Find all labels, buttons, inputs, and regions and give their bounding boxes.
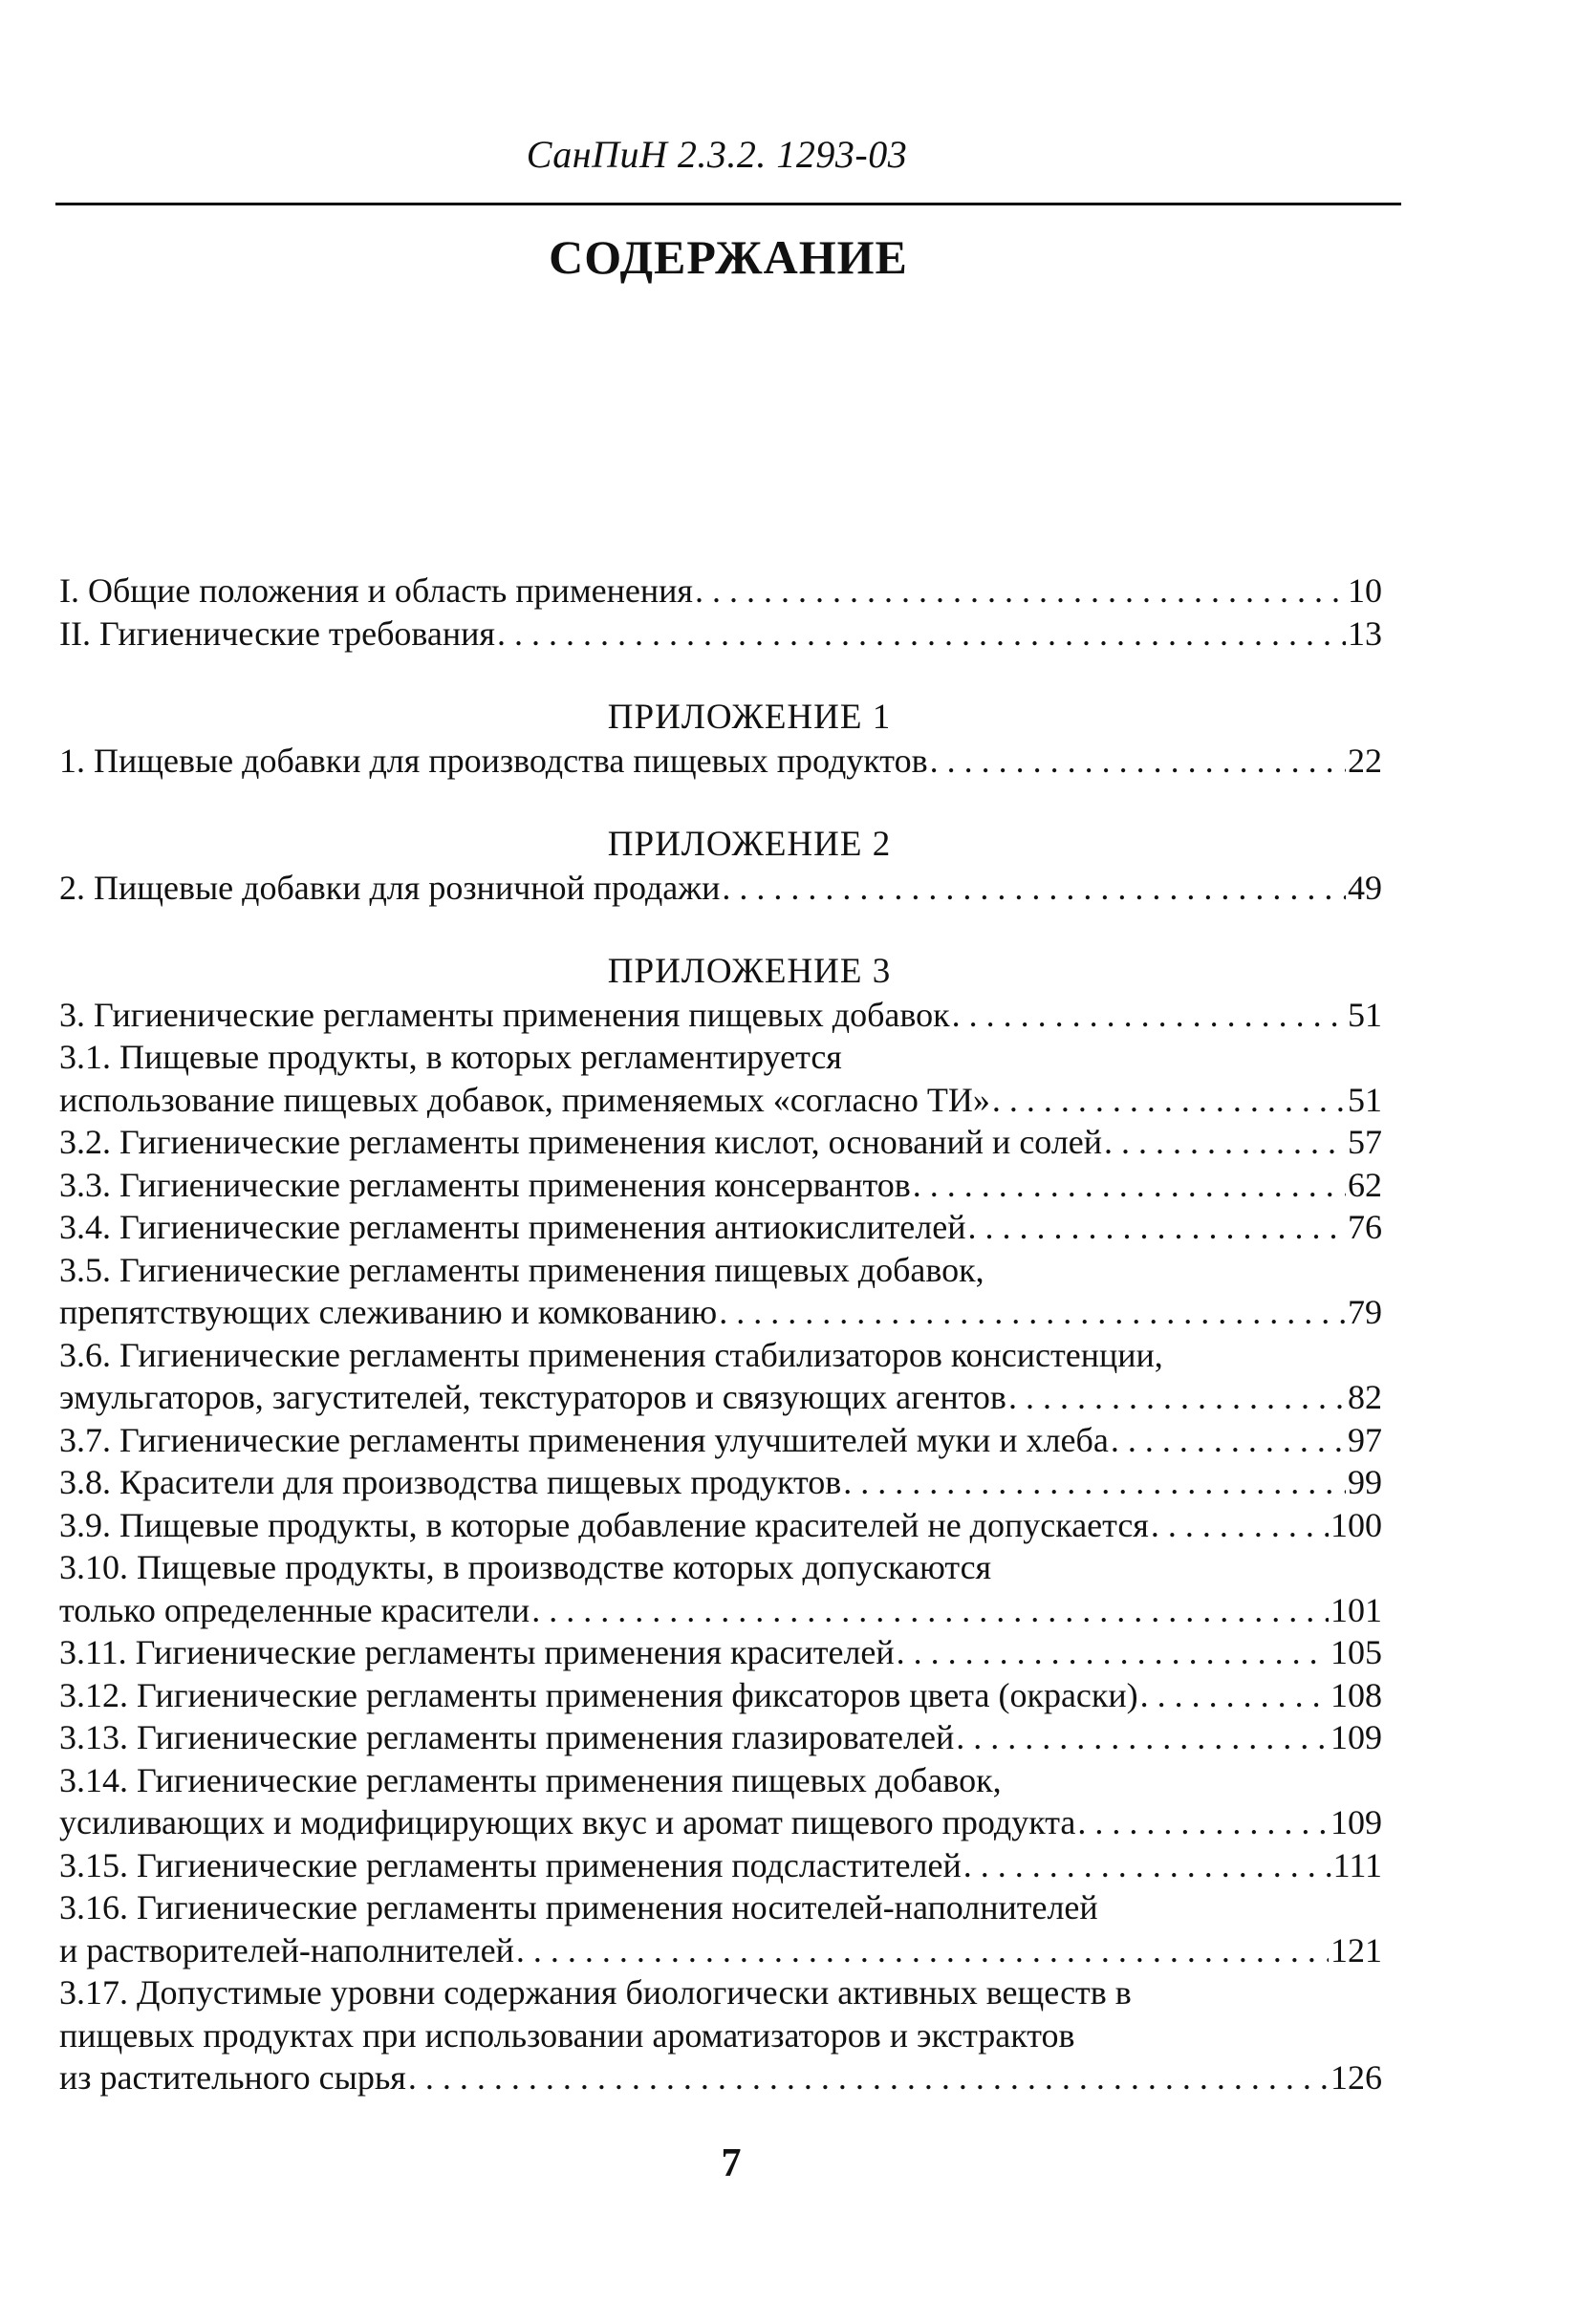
toc-entry — [59, 613, 1382, 656]
toc-page-number: 76 — [1348, 1208, 1382, 1246]
dot-leader — [408, 2056, 1329, 2099]
toc-page-number: 62 — [1348, 1165, 1382, 1204]
toc-entry — [59, 1164, 1382, 1207]
dot-leader — [992, 1079, 1346, 1122]
toc-entry-line — [59, 1759, 1382, 1802]
dot-leader — [913, 1164, 1346, 1207]
dot-leader — [956, 1716, 1329, 1759]
toc-entry-line — [59, 1929, 1382, 1972]
toc-page-number: 49 — [1348, 868, 1382, 907]
dot-leader — [1077, 1801, 1329, 1844]
toc-entry-text: 3. Гигиенические регламенты применения пищевых добавок — [59, 995, 950, 1034]
toc-page-number: 99 — [1348, 1463, 1382, 1501]
toc-entry-line — [59, 1419, 1382, 1462]
toc-entry-text: 3.12. Гигиенические регламенты применения фиксаторов цвета (окраски) — [59, 1675, 1138, 1714]
toc-entry — [59, 867, 1382, 910]
toc-entry-text: 3.13. Гигиенические регламенты применения глазирователей — [59, 1718, 955, 1756]
toc-page-number: 109 — [1330, 1718, 1382, 1756]
toc-entry-line — [59, 1546, 1382, 1589]
toc-entry-text: 3.15. Гигиенические регламенты применения подсластителей — [59, 1845, 962, 1884]
dot-leader — [1151, 1504, 1329, 1547]
dot-leader — [843, 1461, 1346, 1504]
toc-page-number: 57 — [1348, 1123, 1382, 1161]
dot-leader — [1008, 1376, 1346, 1419]
toc-entry-text: 3.5. Гигиенические регламенты применения пищевых добавок, — [59, 1250, 984, 1289]
toc-entry-text: 3.1. Пищевые продукты, в которых регламентируется — [59, 1038, 842, 1076]
toc-entry-text: 1. Пищевые добавки для производства пищевых продуктов — [59, 741, 928, 780]
toc-entry-line — [59, 1291, 1382, 1334]
dot-leader — [952, 994, 1346, 1037]
toc-page-number: 10 — [1348, 571, 1382, 610]
toc-entry-line — [59, 1249, 1382, 1292]
toc-entry-line — [59, 570, 1382, 613]
toc-page-number: 126 — [1330, 2058, 1382, 2097]
toc-page-number: 51 — [1348, 995, 1382, 1034]
toc-entry — [59, 1759, 1382, 1844]
toc-entry — [59, 1631, 1382, 1674]
toc-entry-text: 2. Пищевые добавки для розничной продажи — [59, 868, 721, 907]
toc-entry-text: из растительного сырья — [59, 2058, 406, 2097]
toc-entry-line — [59, 1206, 1382, 1249]
toc-entry-text: 3.11. Гигиенические регламенты применения красителей — [59, 1633, 895, 1671]
toc-entry-text: 3.9. Пищевые продукты, в которые добавление красителей не допускается — [59, 1505, 1149, 1544]
toc-section — [59, 824, 1382, 909]
toc-entry — [59, 1886, 1382, 1971]
toc-entry-text: 3.8. Красители для производства пищевых продуктов — [59, 1463, 842, 1501]
dot-leader — [1111, 1419, 1346, 1462]
toc-entry — [59, 1036, 1382, 1121]
dot-leader — [516, 1929, 1329, 1972]
toc-entry — [59, 1844, 1382, 1887]
toc-page-number: 111 — [1332, 1845, 1382, 1884]
toc-entry-text: 3.3. Гигиенические регламенты применения консервантов — [59, 1165, 911, 1204]
running-header: СанПиН 2.3.2. 1293-03 — [526, 133, 908, 176]
toc-entry-line — [59, 1036, 1382, 1079]
toc-entry-text: препятствующих слеживанию и комкованию — [59, 1293, 718, 1331]
toc-entry-text: 3.16. Гигиенические регламенты применения носителей-наполнителей — [59, 1888, 1098, 1926]
toc-entry — [59, 1121, 1382, 1164]
toc-page-number: 13 — [1348, 613, 1382, 653]
toc-entry-text: 3.14. Гигиенические регламенты применения пищевых добавок, — [59, 1760, 1002, 1799]
toc-entry — [59, 1334, 1382, 1419]
dot-leader — [930, 740, 1346, 783]
toc-entry-line — [59, 1886, 1382, 1929]
toc-entry — [59, 1249, 1382, 1334]
toc-entry-line — [59, 1801, 1382, 1844]
dot-leader — [497, 613, 1346, 656]
dot-leader — [963, 1844, 1331, 1887]
toc-entry-text: 3.4. Гигиенические регламенты применения антиокислителей — [59, 1208, 966, 1246]
toc-entry-text: только определенные красители — [59, 1590, 530, 1629]
dot-leader — [695, 570, 1346, 613]
toc-entry-text: использование пищевых добавок, применяемых «согласно ТИ» — [59, 1080, 990, 1119]
toc-entry-text: 3.7. Гигиенические регламенты применения улучшителей муки и хлеба — [59, 1420, 1109, 1459]
toc-entry-line — [59, 1079, 1382, 1122]
toc-page-number: 22 — [1348, 741, 1382, 780]
toc-entry — [59, 1419, 1382, 1462]
toc-entry — [59, 1546, 1382, 1631]
toc-page-number: 121 — [1330, 1930, 1382, 1969]
appendix-heading: ПРИЛОЖЕНИЕ 3 — [607, 952, 892, 991]
toc-entry-text: I. Общие положения и область применения — [59, 571, 693, 610]
page-number: 7 — [721, 2141, 742, 2185]
toc-entry-line — [59, 2056, 1382, 2099]
toc-entry — [59, 570, 1382, 613]
dot-leader — [1140, 1674, 1329, 1717]
toc-entry — [59, 1971, 1382, 2099]
toc-entry-line — [59, 1164, 1382, 1207]
appendix-heading: ПРИЛОЖЕНИЕ 1 — [607, 698, 892, 737]
toc-entry-text: 3.2. Гигиенические регламенты применения кислот, оснований и солей — [59, 1123, 1103, 1161]
toc-entry-text: II. Гигиенические требования — [59, 613, 495, 653]
toc-page-number: 109 — [1330, 1803, 1382, 1841]
toc-entry-text: 3.17. Допустимые уровни содержания биологически активных веществ в — [59, 1973, 1132, 2012]
dot-leader — [897, 1631, 1329, 1674]
toc-page-number: 97 — [1348, 1420, 1382, 1459]
toc-section — [59, 951, 1382, 2099]
toc-entry-text: пищевых продуктах при использовании ароматизаторов и экстрактов — [59, 2015, 1075, 2055]
toc-entry-line — [59, 1631, 1382, 1674]
toc-entry-line — [59, 1334, 1382, 1377]
toc-entry-line — [59, 867, 1382, 910]
toc-page-number: 101 — [1330, 1590, 1382, 1629]
toc-entry-text: 3.6. Гигиенические регламенты применения стабилизаторов консистенции, — [59, 1335, 1163, 1374]
appendix-heading: ПРИЛОЖЕНИЕ 2 — [607, 825, 892, 864]
toc-entry-line — [59, 1971, 1382, 2014]
toc-section — [59, 570, 1382, 655]
dot-leader — [1104, 1121, 1346, 1164]
toc-entry-line — [59, 994, 1382, 1037]
toc-entry-line — [59, 613, 1382, 656]
toc-entry — [59, 1206, 1382, 1249]
toc-entry-line — [59, 1589, 1382, 1632]
toc-entry — [59, 1674, 1382, 1717]
toc-page-number: 82 — [1348, 1378, 1382, 1416]
toc-entry-text: 3.10. Пищевые продукты, в производстве которых допускаются — [59, 1548, 992, 1586]
toc-page-number: 108 — [1330, 1675, 1382, 1714]
toc-page-number: 51 — [1348, 1080, 1382, 1119]
toc-entry — [59, 1716, 1382, 1759]
toc-page-number: 100 — [1330, 1505, 1382, 1544]
toc-entry-line — [59, 740, 1382, 783]
dot-leader — [531, 1589, 1329, 1632]
toc-entry — [59, 1504, 1382, 1547]
dot-leader — [722, 867, 1346, 910]
toc-entry-line — [59, 1121, 1382, 1164]
toc-entry-line — [59, 2014, 1382, 2057]
toc-entry-line — [59, 1504, 1382, 1547]
toc-entry — [59, 1461, 1382, 1504]
toc-entry-text: эмульгаторов, загустителей, текстураторов и связующих агентов — [59, 1378, 1006, 1416]
toc-entry-line — [59, 1844, 1382, 1887]
toc-entry-line — [59, 1376, 1382, 1419]
toc-section — [59, 697, 1382, 782]
toc-entry-line — [59, 1716, 1382, 1759]
dot-leader — [968, 1206, 1347, 1249]
page-title: СОДЕРЖАНИЕ — [549, 230, 908, 284]
toc-entry — [59, 994, 1382, 1037]
toc-entry — [59, 740, 1382, 783]
toc-entry-text: усиливающих и модифицирующих вкус и аромат пищевого продукта — [59, 1803, 1076, 1841]
toc-page-number: 79 — [1348, 1293, 1382, 1331]
dot-leader — [719, 1291, 1346, 1334]
toc-entry-line — [59, 1674, 1382, 1717]
header-rule — [55, 203, 1401, 205]
toc-entry-line — [59, 1461, 1382, 1504]
table-of-contents — [59, 570, 1382, 2099]
toc-page-number: 105 — [1330, 1633, 1382, 1671]
toc-entry-text: и растворителей-наполнителей — [59, 1930, 514, 1969]
